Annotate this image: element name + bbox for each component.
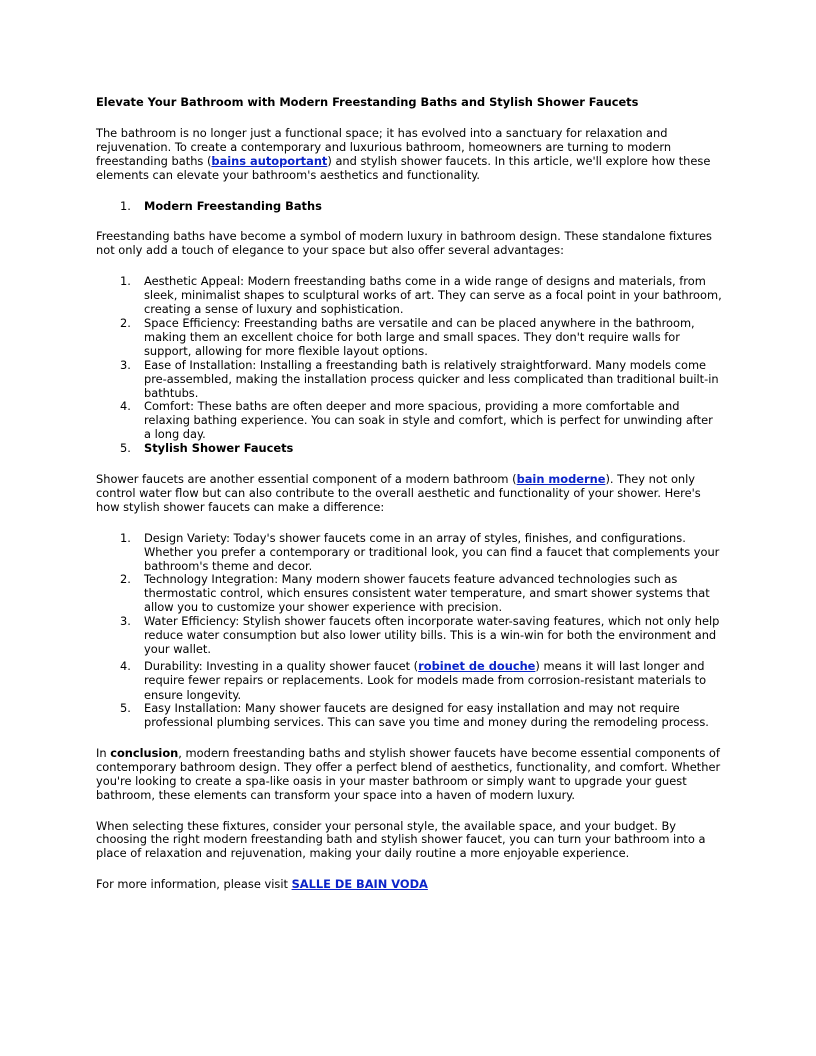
more-info-paragraph: [96, 878, 722, 892]
list-item-text: Aesthetic Appeal: Modern freestanding baths come in a wide range of designs and materials, from sleek, minimalist shapes to sculptural works of art. They can serve as a focal point in your bathroom, creating a sense of luxury and sophistication.: [144, 274, 722, 317]
list-item-text: Space Efficiency: Freestanding baths are versatile and can be placed anywhere in the bathroom, making them an excellent choice for both large and small spaces. They don't require walls for support, allowing for more flexible layout options.: [144, 315, 695, 358]
durability-text-after: ) means it will last longer and require fewer repairs or replacements. Look for models made from corrosion-resistant materials to ensure longevity.: [144, 658, 707, 702]
list-item-number: 4.: [120, 399, 131, 414]
list-item: [96, 573, 722, 615]
list-item-text: Technology Integration: Many modern shower faucets feature advanced technologies such as thermostatic control, which ensures consistent water temperature, and smart shower systems that allow you to customize your shower experience with precision.: [144, 572, 710, 615]
bain-moderne-link[interactable]: bain moderne: [516, 472, 606, 487]
list-item: [96, 359, 722, 401]
more-info-text: For more information, please visit: [96, 877, 292, 892]
section-heading-2: [96, 442, 722, 456]
list-item-text: Water Efficiency: Stylish shower faucets often incorporate water-saving features, which not only help reduce water consumption but also lower utility bills. This is a win-win for both the environment and your wallet.: [144, 614, 720, 656]
section-number-1: 1.: [120, 198, 131, 213]
faucets-text-before: Shower faucets are another essential component of a modern bathroom (: [96, 472, 517, 487]
list-item-text: Easy Installation: Many shower faucets are designed for easy installation and may not require professional plumbing services. This can save you time and money during the remodeling process.: [144, 701, 709, 730]
section-number-2: 5.: [120, 441, 131, 456]
faucets-paragraph: [96, 473, 722, 515]
conclusion-paragraph: [96, 747, 722, 803]
baths-advantages-list: [96, 275, 722, 456]
list-item: [96, 275, 722, 317]
list-item: [96, 532, 722, 574]
list-item: [96, 317, 722, 359]
list-item: [96, 659, 722, 702]
list-item-number: 3.: [120, 614, 131, 629]
intro-text-before: The bathroom is no longer just a functional space; it has evolved into a sanctuary for relaxation and rejuvenation. To create a contemporary and luxurious bathroom, homeowners are turning to modern freestanding baths (: [96, 125, 672, 168]
bains-autoportant-link[interactable]: bains autoportant: [211, 153, 328, 168]
list-item-number: 2.: [120, 315, 131, 330]
section-title-2: Stylish Shower Faucets: [144, 441, 294, 456]
list-item-number: 2.: [120, 572, 131, 587]
robinet-de-douche-link[interactable]: robinet de douche: [418, 658, 536, 673]
section-list-1: [96, 200, 722, 214]
faucets-benefits-list: [96, 532, 722, 730]
durability-text-before: Durability: Investing in a quality shower faucet (: [144, 658, 419, 673]
list-item-number: 4.: [120, 658, 131, 673]
list-item: [96, 702, 722, 730]
baths-paragraph: Freestanding baths have become a symbol of modern luxury in bathroom design. These standalone fixtures not only add a touch of elegance to your space but also offer several advantages:: [96, 229, 712, 258]
intro-text-after: ) and stylish shower faucets. In this article, we'll explore how these elements can elevate your bathroom's aesthetics and functionality.: [96, 153, 711, 182]
conclusion-bold: conclusion: [110, 745, 179, 760]
intro-paragraph: [96, 127, 722, 183]
conclusion-text-before: In: [96, 745, 111, 760]
list-item-number: 1.: [120, 530, 131, 545]
list-item-number: 3.: [120, 357, 131, 372]
list-item-text: Comfort: These baths are often deeper and more spacious, providing a more comfortable and relaxing bathing experience. You can soak in style and comfort, which is perfect for unwinding after a long day.: [144, 399, 713, 442]
list-item-text: Ease of Installation: Installing a freestanding bath is relatively straightforward. Many models come pre-assembled, making the installation process quicker and less complicated than traditional built-in bathtubs.: [144, 357, 719, 400]
document-page: [96, 96, 722, 892]
list-item: [96, 400, 722, 442]
list-item-number: 5.: [120, 701, 131, 716]
faucets-text-after: ). They not only control water flow but can also contribute to the overall aesthetic and functionality of your shower. Here's how stylish shower faucets can make a difference:: [96, 472, 701, 514]
section-title-1: Modern Freestanding Baths: [144, 198, 322, 213]
selecting-paragraph: When selecting these fixtures, consider your personal style, the available space, and your budget. By choosing the right modern freestanding bath and stylish shower faucet, you can turn your bathroom into a place of relaxation and rejuvenation, making your daily routine a more enjoyable experience.: [96, 818, 706, 861]
list-item-text: Design Variety: Today's shower faucets come in an array of styles, finishes, and configurations. Whether you prefer a contemporary or traditional look, you can find a faucet that complements your bathroom's theme and decor.: [144, 530, 720, 573]
article-title: Elevate Your Bathroom with Modern Freestanding Baths and Stylish Shower Faucets: [96, 95, 639, 109]
section-heading-1: [96, 200, 722, 214]
list-item-number: 1.: [120, 274, 131, 289]
list-item: [96, 615, 722, 657]
conclusion-text-after: , modern freestanding baths and stylish shower faucets have become essential components of contemporary bathroom design. They offer a perfect blend of aesthetics, functionality, and comfort. Whether you're looking to create a spa-like oasis in your master bathroom or simply want to upgrade your guest bathroom, these elements can transform your space into a haven of modern luxury.: [96, 745, 721, 802]
salle-de-bain-voda-link[interactable]: SALLE DE BAIN VODA: [291, 877, 428, 892]
